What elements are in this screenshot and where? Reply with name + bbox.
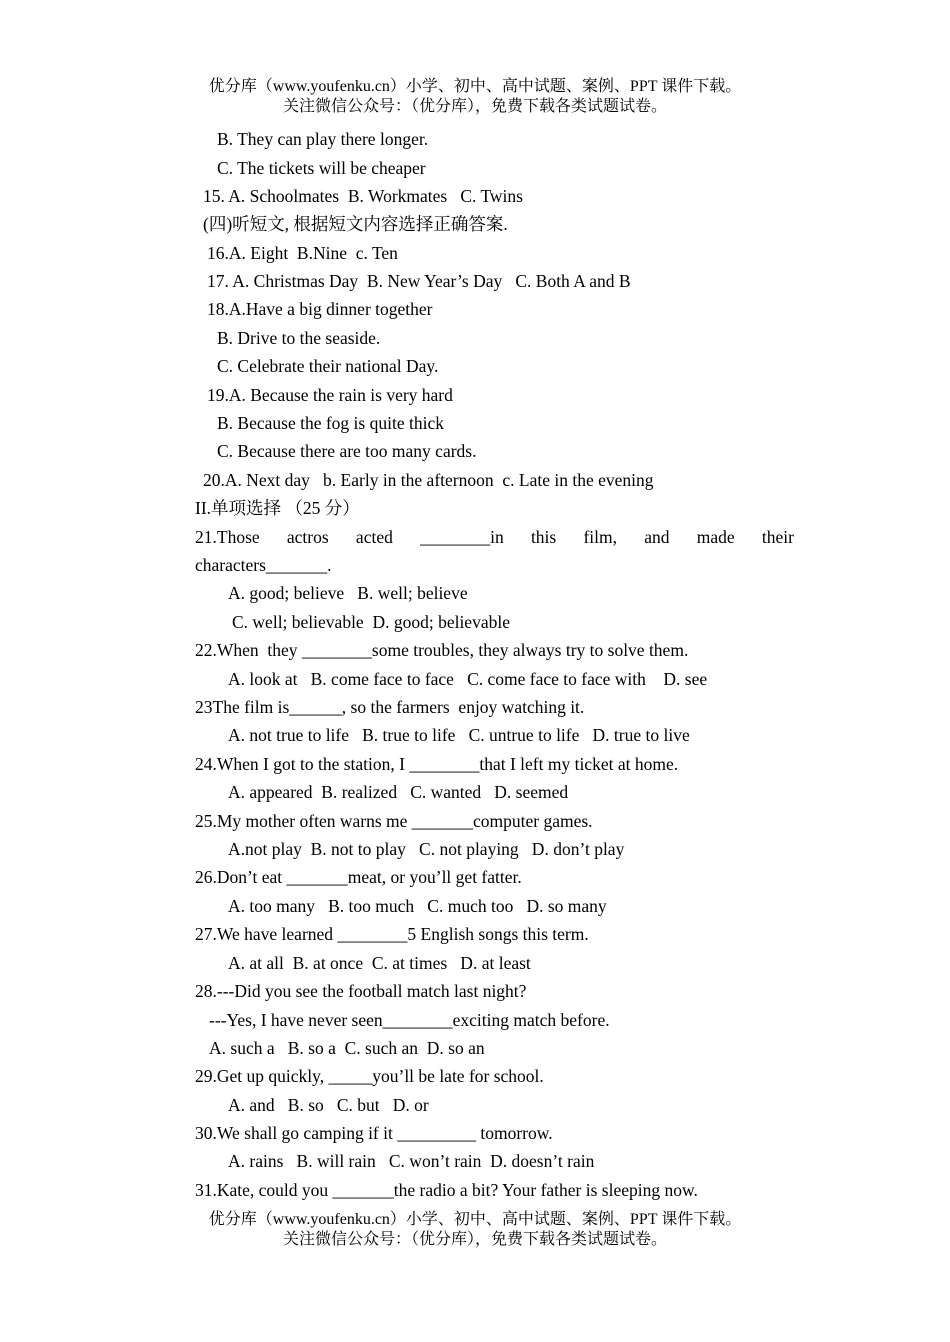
- text-line: 18.A.Have a big dinner together: [207, 299, 433, 319]
- q21-word: this: [530, 527, 557, 547]
- section-heading: II.单项选择 （25 分）: [195, 498, 360, 518]
- question-line: 26.Don’t eat _______meat, or you’ll get fatter.: [195, 867, 522, 887]
- question-line: 25.My mother often warns me _______computer games.: [195, 811, 593, 831]
- q21-word: 21.Those: [195, 527, 260, 547]
- question-line: 24.When I got to the station, I ________that I left my ticket at home.: [195, 754, 679, 774]
- question-line: 22.When they ________some troubles, they always try to solve them.: [195, 640, 689, 660]
- footer-line-1: 优分库（www.youfenku.cn）小学、初中、高中试题、案例、PPT 课件下载。: [208, 1211, 742, 1228]
- options-line: A. not true to life B. true to life C. untrue to life D. true to live: [228, 725, 690, 745]
- options-line: C. well; believable D. good; believable: [232, 612, 510, 632]
- footer-line-2: 关注微信公众号：（优分库），免费下载各类试题试卷。: [282, 1231, 667, 1248]
- options-line: A.not play B. not to play C. not playing D. don’t play: [228, 839, 625, 859]
- question-line: 23The film is______, so the farmers enjoy watching it.: [195, 697, 585, 717]
- q21-word: film,: [583, 527, 618, 547]
- q21-word: acted: [355, 527, 393, 547]
- text-line: C. Because there are too many cards.: [217, 441, 477, 461]
- question-line: 28.---Did you see the football match last night?: [195, 981, 527, 1001]
- text-line: B. Drive to the seaside.: [217, 328, 381, 348]
- text-line: 20.A. Next day b. Early in the afternoon c. Late in the evening: [203, 470, 654, 490]
- options-line: A. look at B. come face to face C. come face to face with D. see: [228, 669, 708, 689]
- options-line: A. such a B. so a C. such an D. so an: [209, 1038, 485, 1058]
- text-line: 15. A. Schoolmates B. Workmates C. Twins: [203, 186, 523, 206]
- text-line: 16.A. Eight B.Nine c. Ten: [207, 243, 398, 263]
- q21-word: and: [644, 527, 670, 547]
- text-line: 19.A. Because the rain is very hard: [207, 385, 453, 405]
- text-line: C. The tickets will be cheaper: [217, 158, 426, 178]
- q21-word: their: [761, 527, 794, 547]
- options-line: A. and B. so C. but D. or: [228, 1095, 429, 1115]
- section-heading: (四)听短文, 根据短文内容选择正确答案.: [203, 214, 508, 234]
- options-line: A. rains B. will rain C. won’t rain D. doesn’t rain: [228, 1151, 595, 1171]
- text-line: B. Because the fog is quite thick: [217, 413, 444, 433]
- q21-word: ________in: [420, 527, 504, 547]
- header-line-2: 关注微信公众号：（优分库），免费下载各类试题试卷。: [282, 98, 667, 115]
- text-line: 17. A. Christmas Day B. New Year’s Day C. Both A and B: [207, 271, 631, 291]
- header-line-1: 优分库（www.youfenku.cn）小学、初中、高中试题、案例、PPT 课件下载。: [208, 78, 742, 95]
- text-line: B. They can play there longer.: [217, 129, 429, 149]
- q21-word: actros: [286, 527, 329, 547]
- options-line: A. at all B. at once C. at times D. at least: [228, 953, 531, 973]
- question-21-line: [195, 526, 794, 548]
- question-line: 30.We shall go camping if it _________ tomorrow.: [195, 1123, 553, 1143]
- q21-word: made: [696, 527, 735, 547]
- question-line: 31.Kate, could you _______the radio a bit? Your father is sleeping now.: [195, 1180, 698, 1200]
- options-line: A. too many B. too much C. much too D. so many: [228, 896, 607, 916]
- question-line: ---Yes, I have never seen________exciting match before.: [209, 1010, 610, 1030]
- options-line: A. appeared B. realized C. wanted D. seemed: [228, 782, 569, 802]
- text-line: characters_______.: [195, 555, 332, 575]
- question-line: 27.We have learned ________5 English songs this term.: [195, 924, 589, 944]
- text-line: C. Celebrate their national Day.: [217, 356, 439, 376]
- options-line: A. good; believe B. well; believe: [228, 583, 468, 603]
- question-line: 29.Get up quickly, _____you’ll be late for school.: [195, 1066, 544, 1086]
